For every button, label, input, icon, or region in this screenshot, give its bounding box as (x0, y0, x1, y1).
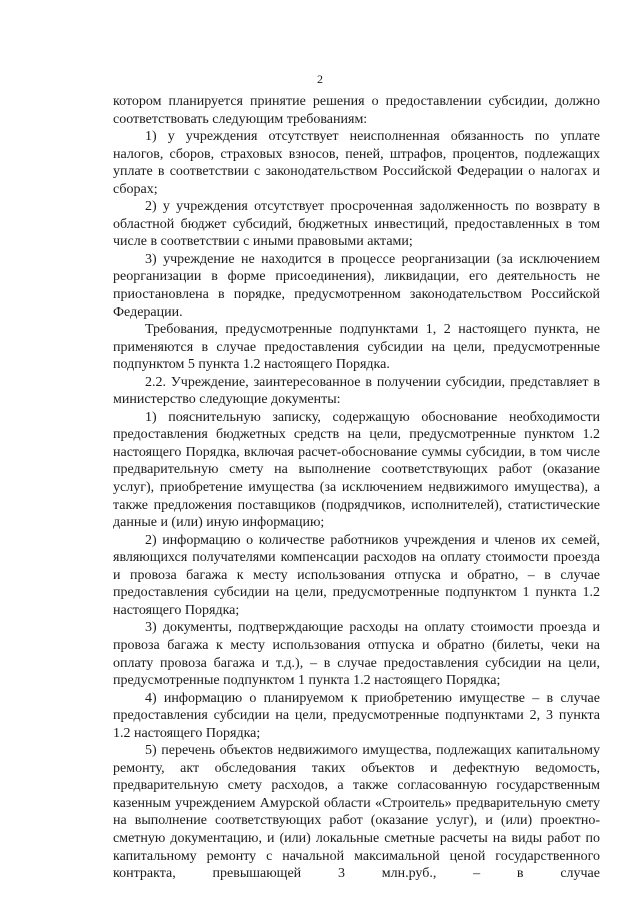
document-body (113, 93, 600, 883)
paragraph-document-4: 4) информацию о планируемом к приобретению имуществе – в случае предоставления субсидии на цели, предусмотренные подпунктами 2, 3 пункта 1.2 настоящего Порядка; (113, 690, 600, 741)
page-number: 2 (317, 72, 323, 86)
paragraph-requirements-exception: Требования, предусмотренные подпунктами 1, 2 настоящего пункта, не применяются в случае предоставления субсидии на цели, предусмотренные подпунктом 5 пункта 1.2 настоящего Порядка. (113, 322, 600, 373)
paragraph-section-2-2: 2.2. Учреждение, заинтересованное в получении субсидии, представляет в министерство следующие документы: (113, 374, 600, 408)
paragraph-intro: котором планируется принятие решения о предоставлении субсидии, должно соответствовать следующим требованиям: (113, 94, 600, 127)
paragraph-document-1: 1) пояснительную записку, содержащую обоснование необходимости предоставления бюджетных средств на цели, предусмотренные пунктом 1.2 настоящего Порядка, включая расчет-обоснование суммы субсидии, в том числе предварительную смету на выполнение соответствующих работ (оказание услуг), приобретение имущества (за исключением недвижимого имущества), а также предложения поставщиков (подрядчиков, исполнителей), статистические данные и (или) иную информацию; (113, 409, 600, 531)
paragraph-requirement-3: 3) учреждение не находится в процессе реорганизации (за исключением реорганизации в форме присоединения), ликвидации, его деятельность не приостановлена в порядке, предусмотренном законодательством Российской Федерации. (113, 251, 600, 320)
paragraph-document-3: 3) документы, подтверждающие расходы на оплату стоимости проезда и провоза багажа к месту использования отпуска и обратно (билеты, чеки на оплату провоза багажа и т.д.), – в случае предоставления субсидии на цели, предусмотренные подпунктом 1 пункта 1.2 настоящего Порядка; (113, 620, 600, 689)
paragraph-requirement-1: 1) у учреждения отсутствует неисполненная обязанность по уплате налогов, сборов, страховых взносов, пеней, штрафов, процентов, подлежащих уплате в соответствии с законодательством Российской Федерации о налогах и сборах; (113, 129, 600, 197)
paragraph-requirement-2: 2) у учреждения отсутствует просроченная задолженность по возврату в областной бюджет субсидий, бюджетных инвестиций, предоставленных в том числе в соответствии с иными правовыми актами; (113, 199, 600, 250)
paragraph-document-5: 5) перечень объектов недвижимого имущества, подлежащих капитальному ремонту, акт обследования таких объектов и дефектную ведомость, предварительную смету расходов, а также согласованную государственным казенным учреждением Амурской области «Строитель» предварительную смету на выполнение соответствующих работ (оказание услуг), и (или) проектно-сметную документацию, и (или) локальные сметные расчеты на виды работ по капитальному ремонту с начальной максимальной ценой государственного контракта, превышающей 3 млн.руб., – в случае (113, 743, 600, 882)
paragraph-document-2: 2) информацию о количестве работников учреждения и членов их семей, являющихся получателями компенсации расходов на оплату стоимости проезда и провоза багажа к месту использования отпуска и обратно, – в случае предоставления субсидии на цели, предусмотренные подпунктом 1 пункта 1.2 настоящего Порядка; (113, 532, 600, 618)
